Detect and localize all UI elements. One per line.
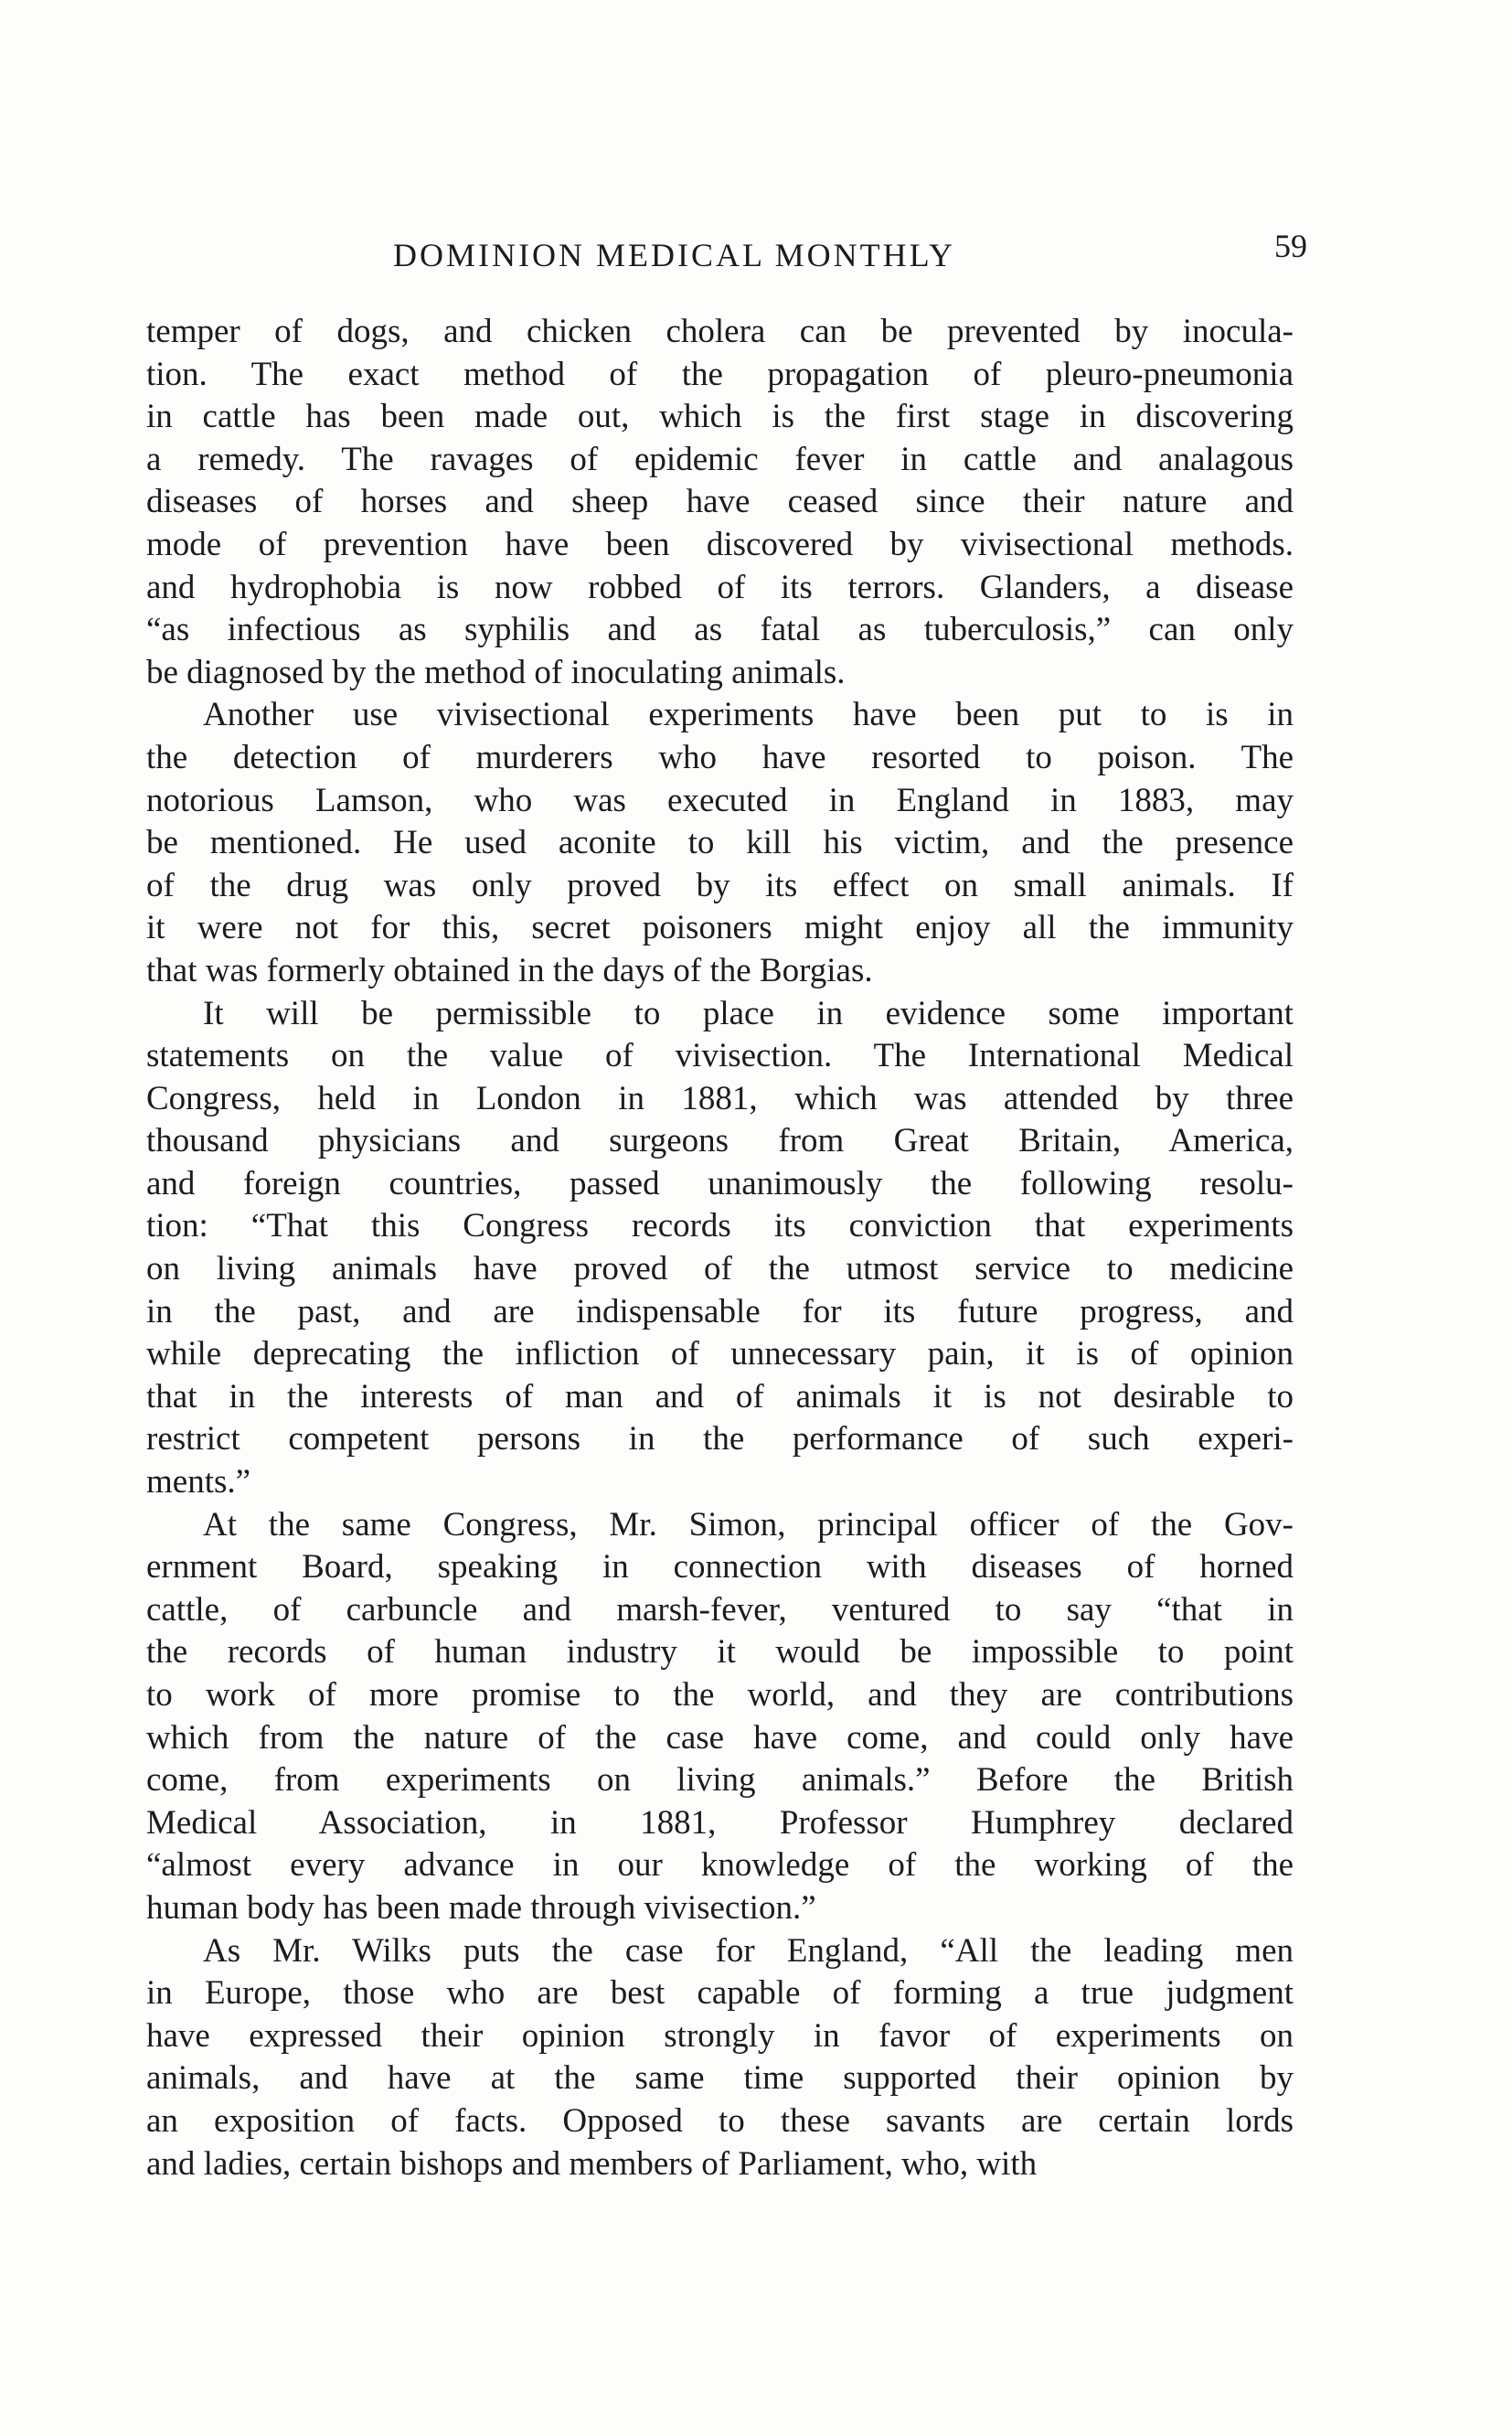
text-line: have expressed their opinion strongly in favor of experiments on — [146, 2016, 1294, 2055]
text-line: notorious Lamson, who was executed in England in 1883, may — [146, 781, 1294, 819]
text-line: It will be permissible to place in evidence some important — [203, 994, 1294, 1032]
text-line: the records of human industry it would be impossible to point — [146, 1633, 1294, 1672]
text-line: be mentioned. He used aconite to kill his victim, and the presence — [146, 824, 1294, 862]
text-line: ments.” — [146, 1463, 251, 1501]
text-line: that was formerly obtained in the days of the Borgias. — [146, 951, 873, 989]
text-line: while deprecating the infliction of unnecessary pain, it is of opinion — [146, 1335, 1294, 1373]
text-line: mode of prevention have been discovered by vivisectional methods. — [146, 525, 1294, 563]
text-line: ernment Board, speaking in connection with diseases of horned — [146, 1548, 1294, 1587]
paragraph — [146, 1504, 1294, 1930]
text-line: thousand physicians and surgeons from Great Britain, America, — [146, 1122, 1294, 1160]
text-line: Another use vivisectional experiments have been put to is in — [203, 696, 1294, 734]
text-line: restrict competent persons in the performance of such experi- — [146, 1420, 1294, 1458]
text-line: As Mr. Wilks puts the case for England, “All the leading men — [203, 1931, 1294, 1970]
text-line: come, from experiments on living animals.” Before the British — [146, 1761, 1294, 1800]
text-line: statements on the value of vivisection. The International Medical — [146, 1037, 1294, 1075]
text-line: diseases of horses and sheep have ceased since their nature and — [146, 483, 1294, 521]
text-line: and foreign countries, passed unanimously the following resolu- — [146, 1164, 1294, 1202]
running-title: DOMINION MEDICAL MONTHLY — [393, 237, 956, 273]
text-line: on living animals have proved of the utmost service to medicine — [146, 1250, 1294, 1288]
text-line: an exposition of facts. Opposed to these savants are certain lords — [146, 2101, 1294, 2140]
text-line: At the same Congress, Mr. Simon, principal officer of the Gov- — [203, 1505, 1294, 1544]
text-line: and hydrophobia is now robbed of its terrors. Glanders, a disease — [146, 568, 1294, 606]
text-line: be diagnosed by the method of inoculating animals. — [146, 653, 846, 691]
text-line: Medical Association, in 1881, Professor Humphrey declared — [146, 1803, 1294, 1842]
text-line: which from the nature of the case have come, and could only have — [146, 1718, 1294, 1757]
text-line: in the past, and are indispensable for its future progress, and — [146, 1292, 1294, 1330]
paragraph — [146, 993, 1294, 1504]
text-line: of the drug was only proved by its effect on small animals. If — [146, 866, 1294, 904]
text-line: Congress, held in London in 1881, which was attended by three — [146, 1079, 1294, 1117]
text-line: temper of dogs, and chicken cholera can be prevented by inocula- — [146, 313, 1294, 350]
paragraph — [146, 694, 1294, 992]
text-line: “as infectious as syphilis and as fatal as tuberculosis,” can only — [146, 611, 1294, 649]
body-text — [146, 311, 1294, 2185]
text-line: in cattle has been made out, which is the first stage in discovering — [146, 398, 1294, 436]
text-line: that in the interests of man and of animals it is not desirable to — [146, 1377, 1294, 1416]
page-header — [146, 227, 1307, 272]
text-line: to work of more promise to the world, and they are contributions — [146, 1676, 1294, 1714]
text-line: a remedy. The ravages of epidemic fever in cattle and analagous — [146, 440, 1294, 478]
paragraph — [146, 311, 1294, 694]
text-line: cattle, of carbuncle and marsh-fever, ventured to say “that in — [146, 1590, 1294, 1629]
text-line: and ladies, certain bishops and members of Parliament, who, with — [146, 2144, 1038, 2183]
text-line: tion. The exact method of the propagation of pleuro-pneumonia — [146, 355, 1294, 393]
text-line: tion: “That this Congress records its conviction that experiments — [146, 1207, 1294, 1245]
text-line: in Europe, those who are best capable of forming a true judgment — [146, 1974, 1294, 2013]
page-number: 59 — [1274, 228, 1307, 264]
text-line: animals, and have at the same time supported their opinion by — [146, 2059, 1294, 2098]
text-line: human body has been made through vivisection.” — [146, 1888, 816, 1927]
paragraph — [146, 1930, 1294, 2186]
text-line: it were not for this, secret poisoners might enjoy all the immunity — [146, 909, 1294, 947]
text-line: the detection of murderers who have resorted to poison. The — [146, 738, 1294, 776]
text-line: “almost every advance in our knowledge of the working of the — [146, 1846, 1294, 1885]
